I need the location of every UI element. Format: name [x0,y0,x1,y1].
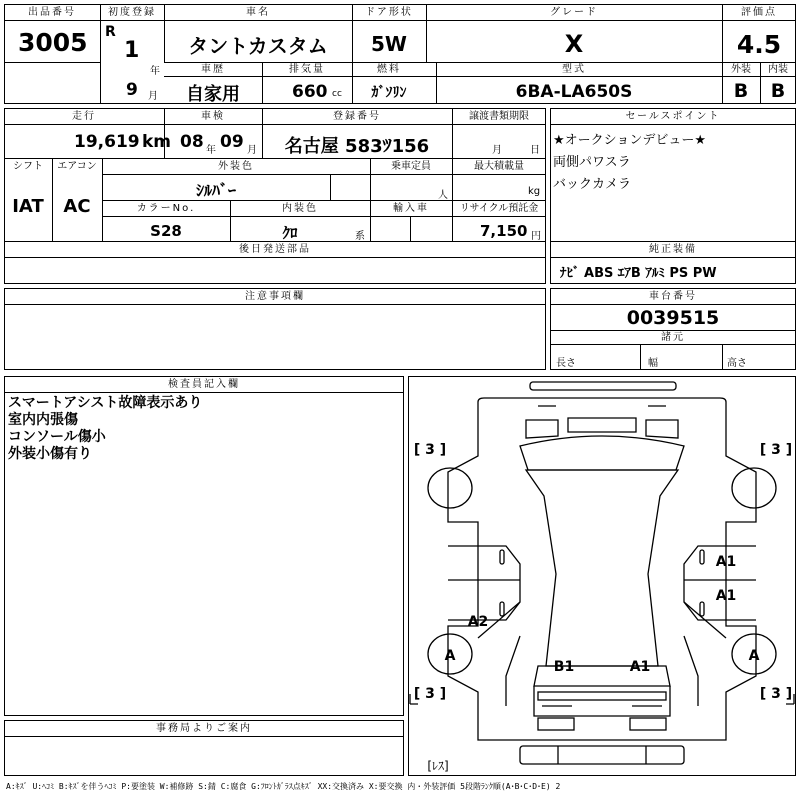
damage-label: A1 [715,588,737,604]
interior-grade: B [770,80,786,102]
aircon-label: エアコン [57,161,97,172]
displacement: 660 [292,82,328,102]
damage-label: A1 [715,554,737,570]
inspector-note: 外装小傷有り [8,446,92,462]
max-load-label: 最大積載量 [474,161,524,172]
exterior-label: 外装 [731,64,751,75]
model-code: 6BA-LA650S [515,82,633,102]
transfer-month-unit: 月 [492,145,502,156]
color-label: 外装色 [218,161,254,172]
interior-color: ｸﾛ [282,224,298,242]
capacity-label: 乗車定員 [391,161,431,172]
era: R [105,24,116,40]
interior-label: 内装 [768,64,788,75]
legend: A:ｷｽﾞ U:ﾍｺﾐ B:ｷｽﾞを伴うﾍｺﾐ P:要塗装 W:補修跡 S:錆 C:腐食 G:ﾌﾛﾝﾄｶﾞﾗｽ点ｷｽﾞ XX:交換済み X:要交換 内・外装評価 5段階ﾗﾝｸ順(A･B･C･D･E) 2 [6,782,561,791]
aircon: AC [63,196,91,217]
tread-front-left: [ 3 ] [413,442,447,458]
inspection-month-unit: 月 [247,145,257,156]
tread-rear-right: [ 3 ] [759,686,793,702]
grade: X [564,30,584,58]
interior-color-unit: 系 [355,231,365,242]
car-outline [448,398,756,740]
registration-month: 9 [126,80,138,100]
windshield [520,436,684,470]
damage-label: A2 [467,614,489,630]
roof-outline [526,470,678,666]
height-label: 高さ [727,358,747,369]
color-number-label: カラーNo. [136,203,196,214]
inspection-month: 09 [220,132,244,152]
first-registration-label: 初度登録 [108,7,156,18]
tread-front-right: [ 3 ] [759,442,793,458]
score: 4.5 [736,30,782,59]
exterior-grade: B [733,80,749,102]
equipment-label: 純正装備 [649,244,697,255]
recycle-unit: 円 [531,231,541,242]
tread-rear-left: [ 3 ] [413,686,447,702]
fuel-label: 燃料 [377,64,401,75]
sales-point-label: セールスポイント [625,111,721,122]
damage-label: A [444,648,456,664]
damage-label: A1 [629,659,651,675]
car-damage-diagram [408,376,796,776]
door-label: ドア形状 [365,7,413,18]
shift: IAT [12,196,44,217]
history-label: 車歴 [201,64,225,75]
inspector-note: コンソール傷小 [8,429,106,445]
sales-point-list [553,130,706,196]
inspector-notes [8,395,202,463]
score-label: 評価点 [741,7,777,18]
res-label: [ﾚｽ] [427,759,449,773]
later-parts-label: 後日発送部品 [239,244,311,255]
door-type: 5W [371,32,407,56]
registration-year: 1 [124,38,140,63]
recycle-label: リサイクル預託金 [459,203,539,214]
inspection-year: 08 [180,132,204,152]
displacement-unit: cc [332,89,342,99]
model-name: タントカスタム [188,34,328,58]
inspection-label: 車検 [201,111,225,122]
caution-label: 注意事項欄 [245,291,305,302]
inspector-note: スマートアシスト故障表示あり [8,395,203,411]
width-label: 幅 [648,358,658,369]
history: 自家用 [186,84,240,105]
interior-color-label: 内装色 [282,203,318,214]
shift-label: シフト [13,161,43,172]
sales-point-item: 両側パワスラ [553,155,631,170]
mileage-label: 走行 [72,111,96,122]
chassis-number: 0039515 [626,307,720,329]
registration-label: 登録番号 [333,111,381,122]
damage-label: B1 [553,659,575,675]
max-load-unit: kg [528,186,541,197]
damage-label: A [748,648,760,664]
mileage: 19,619 [74,132,140,152]
chassis-label: 車台番号 [649,291,697,302]
transfer-deadline-label: 譲渡書類期限 [469,111,529,122]
lot-label: 出品番号 [28,7,76,18]
grade-label: グレード [550,7,598,18]
displacement-label: 排気量 [289,64,325,75]
registration-number: 名古屋 583ﾂ156 [284,136,430,157]
specs-label: 諸元 [661,332,685,343]
color-number: S28 [150,222,182,240]
model-label: 車名 [246,7,270,18]
inspector-label: 検査員記入欄 [168,379,240,390]
month-unit: 月 [148,91,158,102]
fuel: ｶﾞｿﾘﾝ [371,85,407,101]
sales-point-item: ★オークションデビュー★ [553,133,707,148]
top-bumper-bar [530,382,676,390]
length-label: 長さ [556,358,576,369]
exterior-color: ｼﾙﾊﾞｰ [195,181,236,200]
capacity-unit: 人 [438,190,448,201]
rear-bumper-bar [538,692,666,700]
mileage-unit: km [142,132,172,152]
type-label: 型式 [562,64,586,75]
office-label: 事務局よりご案内 [156,723,252,734]
sales-point-item: バックカメラ [553,177,632,192]
import-label: 輸入車 [393,203,429,214]
inspection-year-unit: 年 [206,145,216,156]
transfer-day-unit: 日 [530,145,540,156]
recycle-fee: 7,150 [480,222,528,240]
inspector-note: 室内内張傷 [8,412,78,428]
equipment: ﾅﾋﾞ ABS ｴｱB ｱﾙﾐ PS PW [560,266,717,281]
year-unit: 年 [150,66,160,77]
lot-number: 3005 [18,28,88,57]
